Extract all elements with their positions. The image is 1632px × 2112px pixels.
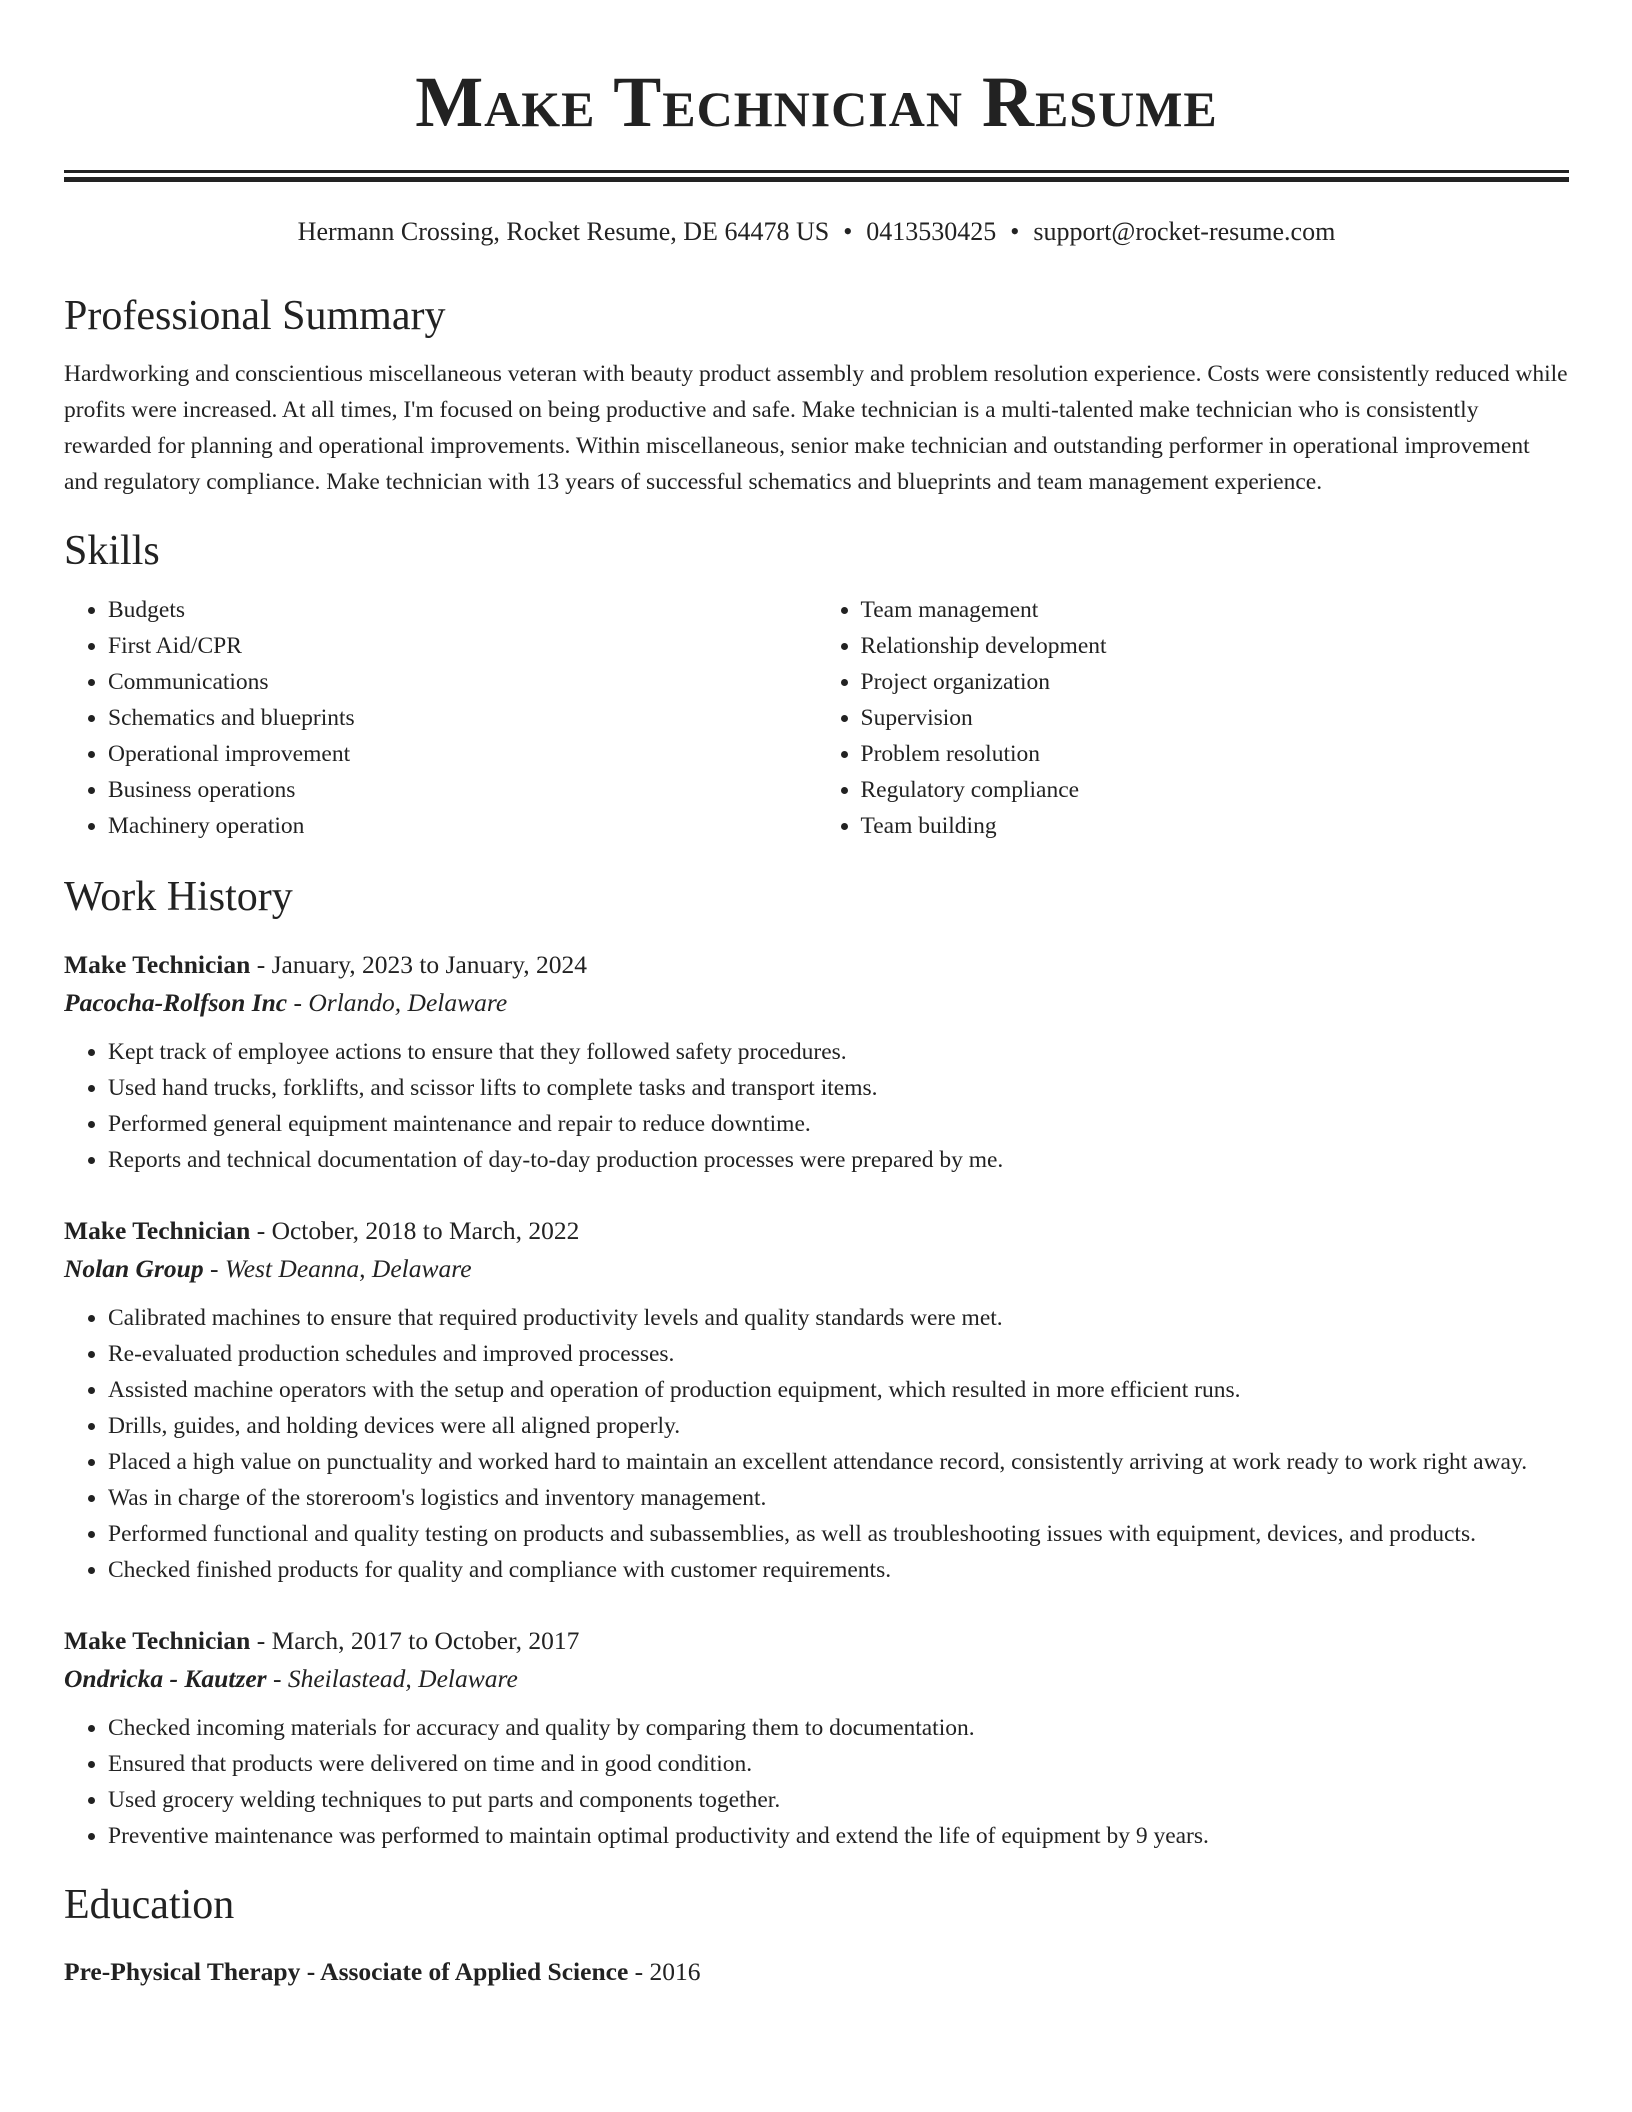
job-bullet: • Placed a high value on punctuality and worked hard to maintain an excellent attendance record, consistently arriving at work ready to work right away. <box>108 1444 1569 1480</box>
skills-heading: Skills <box>64 527 160 574</box>
contact-email: support@rocket-resume.com <box>1033 217 1336 246</box>
job-bullet: • Used hand trucks, forklifts, and scissor lifts to complete tasks and transport items. <box>108 1070 1569 1106</box>
job-title: Make Technician <box>64 950 251 980</box>
job-bullet: • Kept track of employee actions to ensure that they followed safety procedures. <box>108 1034 1569 1070</box>
skill-item: • Budgets <box>108 592 817 628</box>
job-bullets <box>64 1710 1569 1854</box>
job-company-line <box>64 984 1569 1022</box>
job-location: - Sheilastead, Delaware <box>266 1664 518 1694</box>
skill-item: • Communications <box>108 664 817 700</box>
skill-item: • Team management <box>861 592 1570 628</box>
summary-text: Hardworking and conscientious miscellaneous veteran with beauty product assembly and problem resolution experience. Costs were consistently reduced while profits were increased. At all times, I'm focused on being productive and safe. Make technician is a multi-talented make technician who is consistently rewarded for planning and operational improvements. Within miscellaneous, senior make technician and outstanding performer in operational improvement and regulatory compliance. Make technician with 13 years of successful schematics and blueprints and team management experience. <box>64 360 1568 495</box>
job-title-line <box>64 946 1569 984</box>
job-dates: - March, 2017 to October, 2017 <box>250 1626 580 1656</box>
job-entry <box>64 1212 1569 1588</box>
title-divider <box>64 170 1569 182</box>
job-entry <box>64 946 1569 1178</box>
job-bullet: • Assisted machine operators with the setup and operation of production equipment, which resulted in more efficient runs. <box>108 1372 1569 1408</box>
resume-page <box>64 0 1569 1991</box>
job-company: Nolan Group <box>64 1254 204 1284</box>
education-heading: Education <box>64 1882 235 1929</box>
job-bullet: • Checked incoming materials for accuracy and quality by comparing them to documentation. <box>108 1710 1569 1746</box>
skill-item: • Relationship development <box>861 628 1570 664</box>
job-bullet: • Used grocery welding techniques to put parts and components together. <box>108 1782 1569 1818</box>
job-location: - Orlando, Delaware <box>287 988 508 1018</box>
job-bullets <box>64 1034 1569 1178</box>
job-bullet: • Calibrated machines to ensure that required productivity levels and quality standards were met. <box>108 1300 1569 1336</box>
job-company-line <box>64 1250 1569 1288</box>
skills-column-left <box>64 592 817 844</box>
job-location: - West Deanna, Delaware <box>203 1254 472 1284</box>
job-dates: - January, 2023 to January, 2024 <box>250 950 587 980</box>
contact-separator: • <box>1010 217 1020 246</box>
skills-column-right <box>817 592 1570 844</box>
skill-item: • Regulatory compliance <box>861 772 1570 808</box>
education-year: - 2016 <box>628 1956 701 1986</box>
job-title-line <box>64 1212 1569 1250</box>
skill-item: • Problem resolution <box>861 736 1570 772</box>
skill-item: • Machinery operation <box>108 808 817 844</box>
skill-item: • Business operations <box>108 772 817 808</box>
job-bullet: • Ensured that products were delivered on time and in good condition. <box>108 1746 1569 1782</box>
contact-separator: • <box>843 217 853 246</box>
job-entry <box>64 1622 1569 1854</box>
job-title: Make Technician <box>64 1626 251 1656</box>
job-company-line <box>64 1660 1569 1698</box>
contact-address: Hermann Crossing, Rocket Resume, DE 64478 US <box>297 217 830 246</box>
job-bullet: • Checked finished products for quality and compliance with customer requirements. <box>108 1552 1569 1588</box>
education-degree: Pre-Physical Therapy - Associate of Applied Science <box>64 1956 629 1986</box>
skills-list <box>64 592 1569 844</box>
job-bullets <box>64 1300 1569 1588</box>
work-history-heading: Work History <box>64 873 293 920</box>
job-title-line <box>64 1622 1569 1660</box>
contact-phone: 0413530425 <box>866 217 997 246</box>
job-title: Make Technician <box>64 1216 251 1246</box>
job-bullet: • Re-evaluated production schedules and improved processes. <box>108 1336 1569 1372</box>
job-company: Ondricka - Kautzer <box>64 1664 267 1694</box>
job-bullet: • Preventive maintenance was performed to maintain optimal productivity and extend the life of equipment by 9 years. <box>108 1818 1569 1854</box>
skill-item: • Schematics and blueprints <box>108 700 817 736</box>
resume-title: Make Technician Resume <box>415 62 1218 142</box>
job-bullet: • Performed functional and quality testing on products and subassemblies, as well as troubleshooting issues with equipment, devices, and products. <box>108 1516 1569 1552</box>
skill-item: • Team building <box>861 808 1570 844</box>
job-bullet: • Drills, guides, and holding devices were all aligned properly. <box>108 1408 1569 1444</box>
skill-item: • First Aid/CPR <box>108 628 817 664</box>
skill-item: • Project organization <box>861 664 1570 700</box>
job-bullet: • Was in charge of the storeroom's logistics and inventory management. <box>108 1480 1569 1516</box>
job-dates: - October, 2018 to March, 2022 <box>250 1216 580 1246</box>
skill-item: • Operational improvement <box>108 736 817 772</box>
education-entry <box>64 1953 1569 1991</box>
summary-heading: Professional Summary <box>64 293 446 340</box>
skill-item: • Supervision <box>861 700 1570 736</box>
job-company: Pacocha-Rolfson Inc <box>64 988 288 1018</box>
job-bullet: • Reports and technical documentation of day-to-day production processes were prepared by me. <box>108 1142 1569 1178</box>
job-bullet: • Performed general equipment maintenance and repair to reduce downtime. <box>108 1106 1569 1142</box>
contact-line <box>64 216 1569 247</box>
